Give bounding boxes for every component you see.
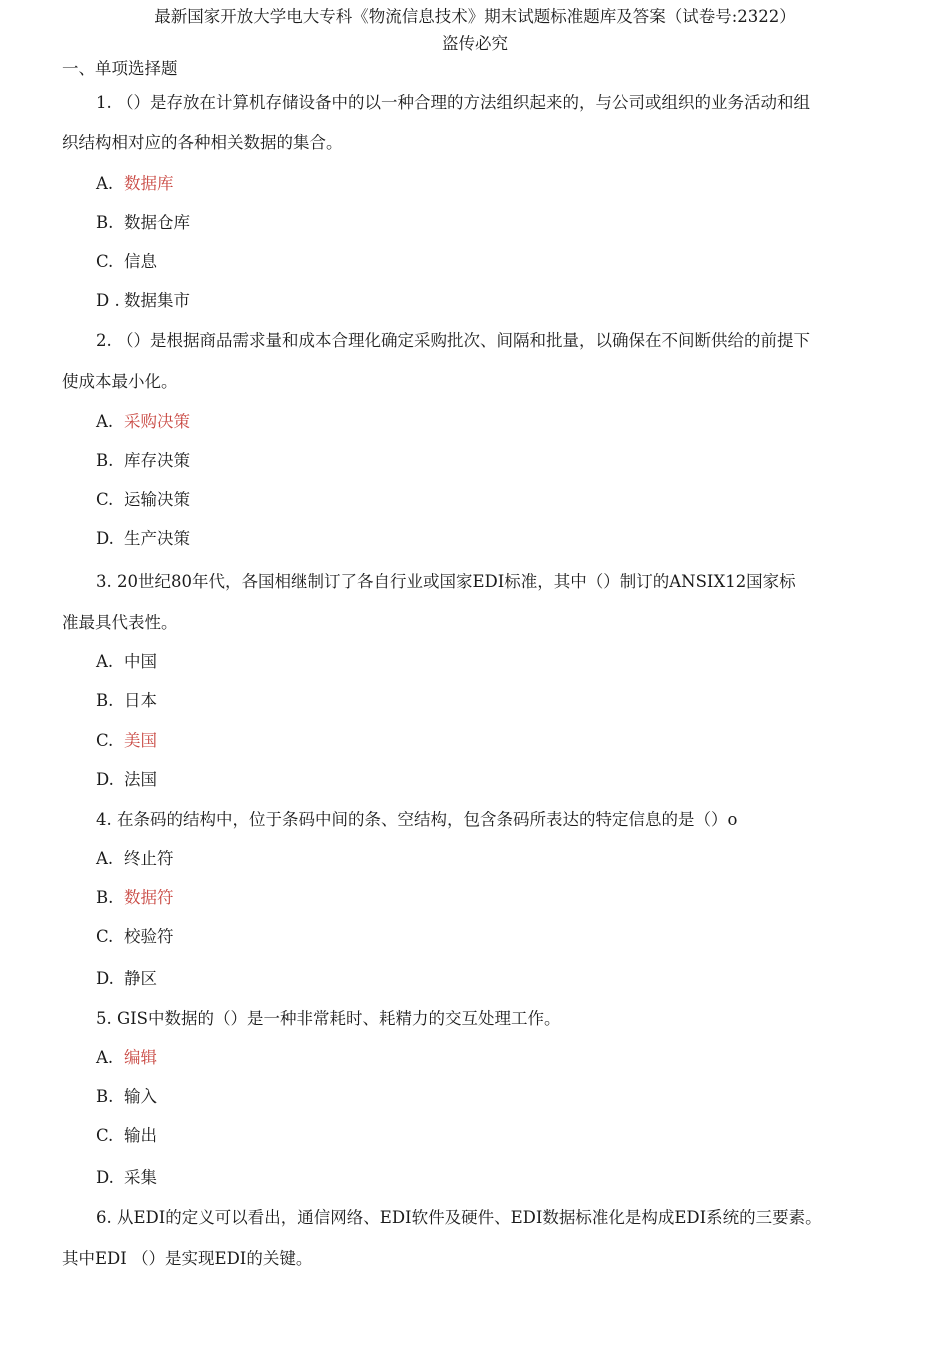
option-text: 数据集市	[124, 291, 190, 310]
option-letter: B.	[96, 691, 114, 710]
option-letter: D.	[96, 969, 114, 988]
question-5-option-b	[96, 1086, 157, 1108]
option-text: 中国	[124, 652, 157, 671]
section-heading: 一、单项选择题	[62, 59, 178, 78]
question-2-option-a	[96, 411, 190, 433]
option-text: 运输决策	[124, 490, 190, 509]
option-letter: B.	[96, 213, 114, 232]
option-letter: C.	[96, 490, 114, 509]
option-text: 数据库	[124, 174, 174, 193]
option-text: 数据仓库	[124, 213, 190, 232]
question-4-option-a	[96, 848, 174, 870]
question-4-option-c	[96, 926, 174, 948]
option-text: 终止符	[124, 849, 174, 868]
question-2-text-cont: 使成本最小化。	[62, 372, 178, 391]
option-text: 输入	[124, 1087, 157, 1106]
question-1-option-a	[96, 173, 174, 195]
question-3-option-c	[96, 730, 157, 752]
option-letter: C.	[96, 1126, 114, 1145]
option-letter: C.	[96, 731, 114, 750]
question-5-option-d	[96, 1167, 157, 1189]
question-2-option-b	[96, 450, 190, 472]
option-text: 静区	[124, 969, 157, 988]
option-text: 采集	[124, 1168, 157, 1187]
option-text: 采购决策	[124, 412, 190, 431]
option-letter: B.	[96, 451, 114, 470]
question-2-option-d	[96, 528, 190, 550]
document-subtitle: 盗传必究	[442, 34, 508, 53]
question-1-option-b	[96, 212, 190, 234]
question-4-text: 4. 在条码的结构中，位于条码中间的条、空结构，包含条码所表达的特定信息的是（）o	[96, 810, 738, 829]
option-text: 库存决策	[124, 451, 190, 470]
option-text: 日本	[124, 691, 157, 710]
option-text: 校验符	[124, 927, 174, 946]
question-6-text: 6. 从EDI的定义可以看出，通信网络、EDI软件及硬件、EDI数据标准化是构成EDI系统的三要素。	[96, 1208, 822, 1227]
option-text: 美国	[124, 731, 157, 750]
question-5-text: 5. GIS中数据的（）是一种非常耗时、耗精力的交互处理工作。	[96, 1009, 561, 1028]
option-letter: A.	[96, 412, 114, 431]
question-6-text-cont: 其中EDI （）是实现EDI的关键。	[62, 1249, 313, 1268]
option-letter: D.	[96, 529, 114, 548]
option-letter: B.	[96, 888, 114, 907]
option-text: 数据符	[124, 888, 174, 907]
question-3-text: 3. 20世纪80年代，各国相继制订了各自行业或国家EDI标准，其中（）制订的ANSIX12国家标	[96, 572, 796, 591]
question-3-option-d	[96, 769, 157, 791]
question-5-option-c	[96, 1125, 157, 1147]
question-1-option-c	[96, 251, 157, 273]
option-letter: D .	[96, 291, 120, 310]
document-title: 最新国家开放大学电大专科《物流信息技术》期末试题标准题库及答案（试卷号:2322）	[154, 7, 796, 26]
question-1-text: 1. （）是存放在计算机存储设备中的以一种合理的方法组织起来的，与公司或组织的业务活动和组	[96, 93, 810, 112]
option-text: 输出	[124, 1126, 157, 1145]
option-letter: D.	[96, 770, 114, 789]
option-letter: A.	[96, 1048, 114, 1067]
question-2-option-c	[96, 489, 190, 511]
option-letter: A.	[96, 652, 114, 671]
question-3-text-cont: 准最具代表性。	[62, 613, 178, 632]
option-letter: A.	[96, 849, 114, 868]
question-3-option-b	[96, 690, 157, 712]
option-text: 法国	[124, 770, 157, 789]
question-1-option-d	[96, 290, 190, 312]
option-letter: D.	[96, 1168, 114, 1187]
question-4-option-b	[96, 887, 174, 909]
option-letter: B.	[96, 1087, 114, 1106]
option-letter: A.	[96, 174, 114, 193]
question-3-option-a	[96, 651, 157, 673]
question-2-text: 2. （）是根据商品需求量和成本合理化确定采购批次、间隔和批量，以确保在不间断供给的前提下	[96, 331, 810, 350]
question-5-option-a	[96, 1047, 157, 1069]
question-4-option-d	[96, 968, 157, 990]
option-letter: C.	[96, 252, 114, 271]
option-text: 生产决策	[124, 529, 190, 548]
option-text: 编辑	[124, 1048, 157, 1067]
option-text: 信息	[124, 252, 157, 271]
question-1-text-cont: 织结构相对应的各种相关数据的集合。	[62, 133, 343, 152]
option-letter: C.	[96, 927, 114, 946]
